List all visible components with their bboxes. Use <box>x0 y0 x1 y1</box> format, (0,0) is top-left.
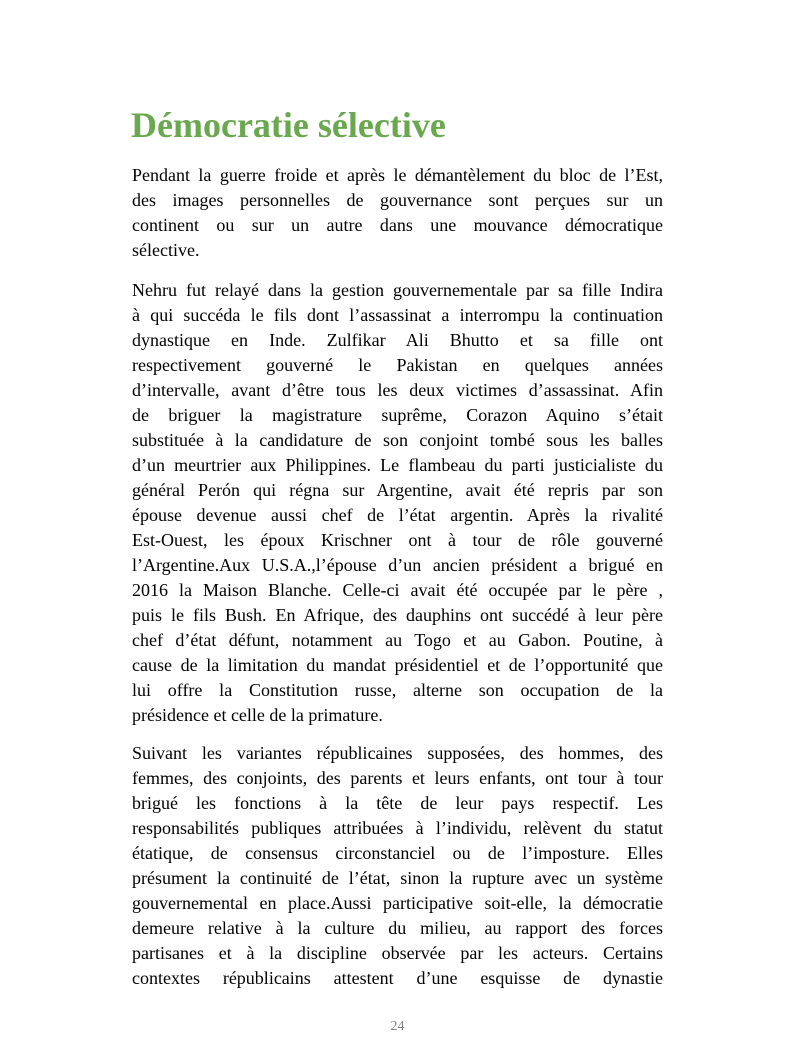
text-line: Est-Ouest, les époux Krischner ont à tour de rôle gouverné <box>132 530 663 550</box>
text-line: responsabilités publiques attribuées à l’individu, relèvent du statut <box>132 818 663 838</box>
text-line: partisanes et à la discipline observée par les acteurs. Certains <box>132 943 663 963</box>
paragraph <box>132 278 663 728</box>
text-line: contextes républicains attestent d’une esquisse de dynastie <box>132 968 663 988</box>
text-line: respectivement gouverné le Pakistan en quelques années <box>132 355 663 375</box>
text-line: femmes, des conjoints, des parents et leurs enfants, ont tour à tour <box>132 768 663 788</box>
text-line: présument la continuité de l’état, sinon la rupture avec un système <box>132 868 663 888</box>
text-line: demeure relative à la culture du milieu, au rapport des forces <box>132 918 663 938</box>
text-line: puis le fils Bush. En Afrique, des dauphins ont succédé à leur père <box>132 605 663 625</box>
text-line: gouvernemental en place.Aussi participative soit-elle, la démocratie <box>132 893 663 913</box>
text-line: lui offre la Constitution russe, alterne son occupation de la <box>132 680 663 700</box>
text-line: continent ou sur un autre dans une mouvance démocratique <box>132 215 663 235</box>
page-number: 24 <box>390 1019 405 1034</box>
text-line: à qui succéda le fils dont l’assassinat a interrompu la continuation <box>132 305 663 325</box>
text-line: brigué les fonctions à la tête de leur pays respectif. Les <box>132 793 663 813</box>
text-line: l’Argentine.Aux U.S.A.,l’épouse d’un ancien président a brigué en <box>132 555 663 575</box>
text-line: d’un meurtrier aux Philippines. Le flambeau du parti justicialiste du <box>132 455 663 475</box>
text-line: Pendant la guerre froide et après le démantèlement du bloc de l’Est, <box>132 165 663 185</box>
paragraph <box>132 741 663 991</box>
text-line: de briguer la magistrature suprême, Corazon Aquino s’était <box>132 405 663 425</box>
text-line: dynastique en Inde. Zulfikar Ali Bhutto et sa fille ont <box>132 330 663 350</box>
text-line: 2016 la Maison Blanche. Celle-ci avait été occupée par le père , <box>132 580 663 600</box>
text-line: étatique, de consensus circonstanciel ou de l’imposture. Elles <box>132 843 663 863</box>
text-line: d’intervalle, avant d’être tous les deux victimes d’assassinat. Afin <box>132 380 663 400</box>
text-line: sélective. <box>132 240 200 260</box>
text-line: substituée à la candidature de son conjoint tombé sous les balles <box>132 430 663 450</box>
text-line: cause de la limitation du mandat présidentiel et de l’opportunité que <box>132 655 663 675</box>
text-line: général Perón qui régna sur Argentine, avait été repris par son <box>132 480 663 500</box>
text-line: présidence et celle de la primature. <box>132 705 383 725</box>
section-title: Démocratie sélective <box>131 105 446 145</box>
text-line: Nehru fut relayé dans la gestion gouvernementale par sa fille Indira <box>132 280 663 300</box>
text-line: des images personnelles de gouvernance sont perçues sur un <box>132 190 663 210</box>
text-line: chef d’état défunt, notamment au Togo et au Gabon. Poutine, à <box>132 630 663 650</box>
paragraph <box>132 163 663 263</box>
text-line: épouse devenue aussi chef de l’état argentin. Après la rivalité <box>132 505 663 525</box>
text-line: Suivant les variantes républicaines supposées, des hommes, des <box>132 743 663 763</box>
